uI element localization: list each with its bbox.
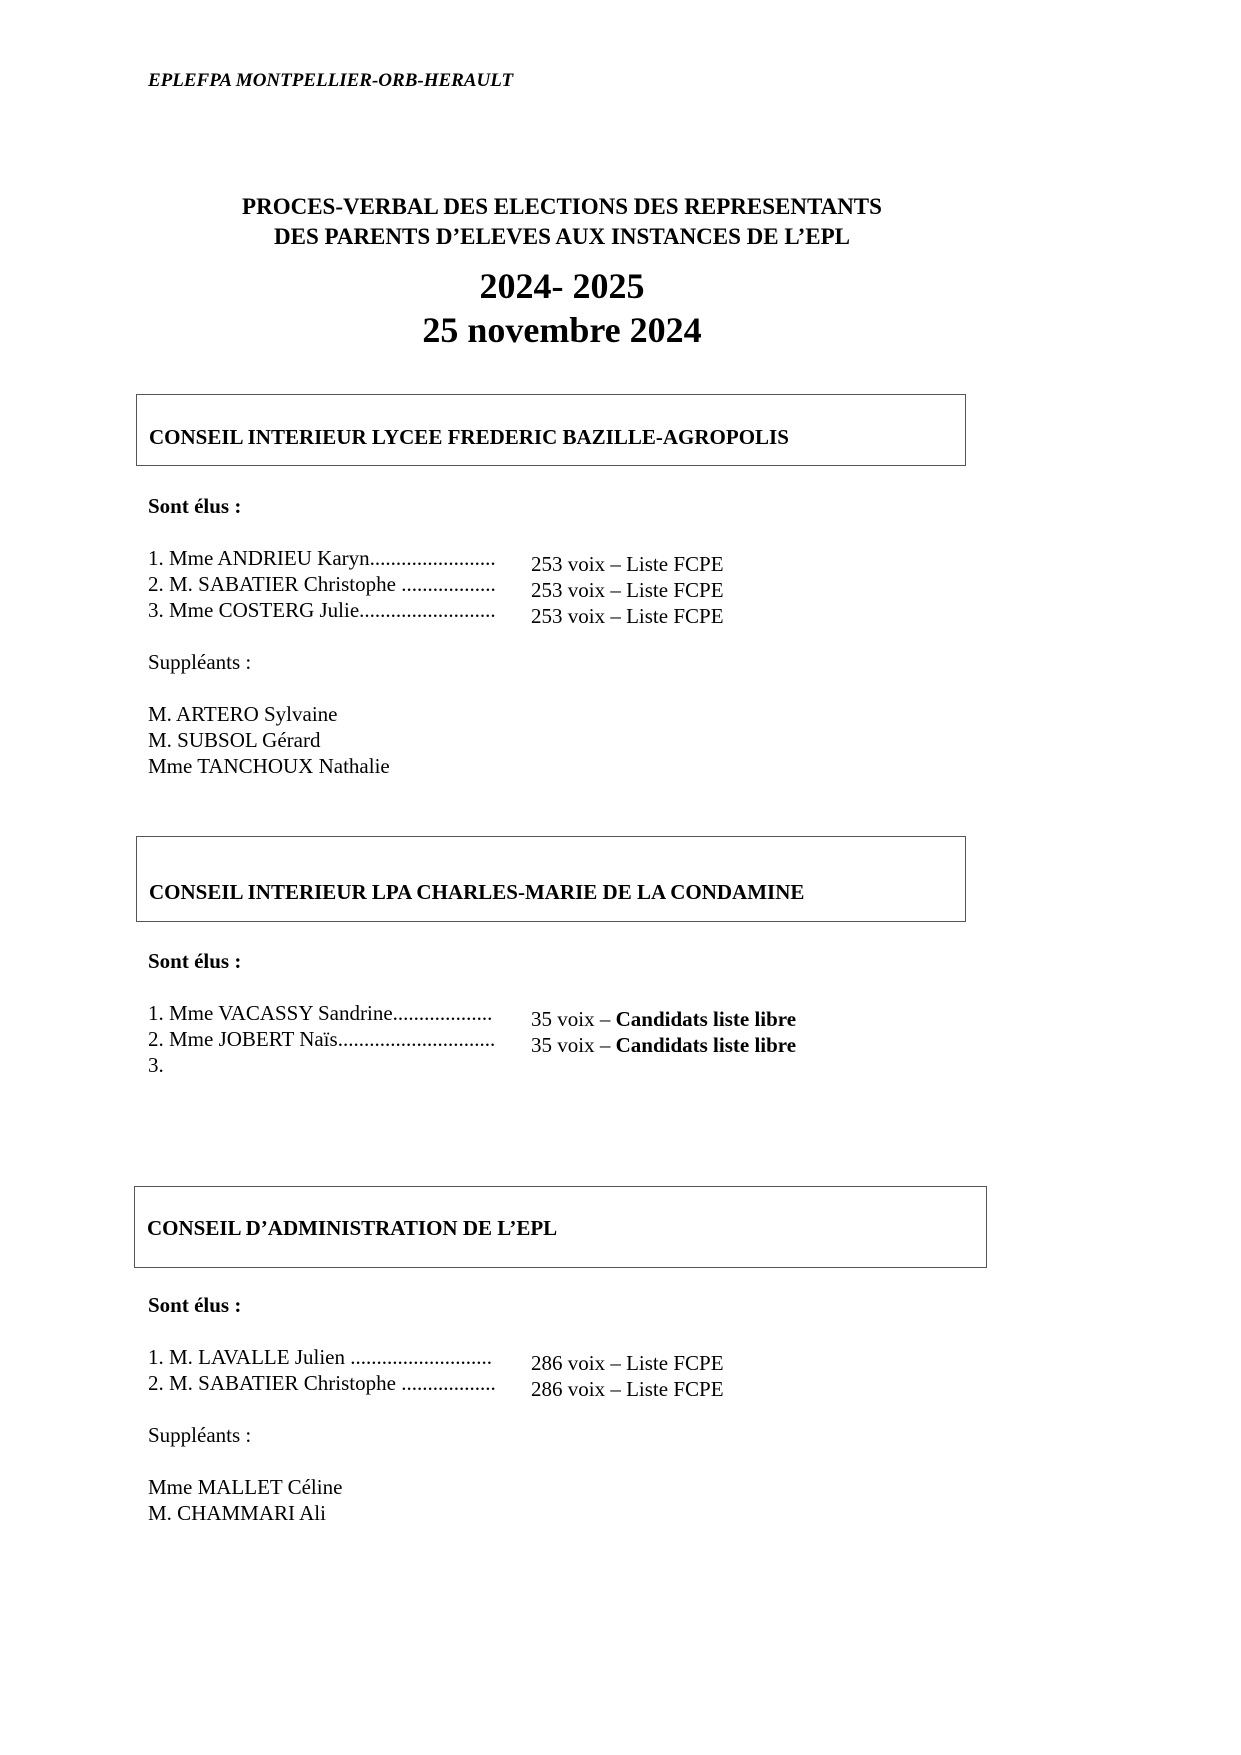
leader-dots: .............................. <box>337 1027 496 1051</box>
candidate-name: 1. Mme VACASSY Sandrine <box>148 1001 393 1025</box>
section-box-2 <box>136 836 966 922</box>
vote-result: 286 voix – Liste FCPE <box>531 1377 724 1401</box>
vote-result: 253 voix – Liste FCPE <box>531 552 724 576</box>
candidate-name: 1. Mme ANDRIEU Karyn <box>148 546 370 570</box>
substitute-name: Mme MALLET Céline <box>148 1475 343 1499</box>
vote-result: 253 voix – Liste FCPE <box>531 578 724 602</box>
elected-row <box>148 1344 724 1375</box>
vote-result: 35 voix – <box>531 1007 616 1031</box>
election-date: 25 novembre 2024 <box>422 310 702 350</box>
vote-result: 253 voix – Liste FCPE <box>531 604 724 628</box>
list-name: Candidats liste libre <box>615 1033 797 1057</box>
leader-dots: ........................ <box>369 546 496 570</box>
elected-label: Sont élus : <box>148 494 242 518</box>
elected-row <box>148 545 724 576</box>
leader-dots: .................. <box>401 1371 496 1395</box>
substitute-name: Mme TANCHOUX Nathalie <box>148 754 390 778</box>
section-title-2: CONSEIL INTERIEUR LPA CHARLES-MARIE DE LA CONDAMINE <box>149 880 805 904</box>
vote-result: 35 voix – <box>531 1033 616 1057</box>
school-year: 2024- 2025 <box>479 266 645 306</box>
section-1-results <box>148 493 724 779</box>
elected-row <box>148 597 724 628</box>
substitute-name: M. ARTERO Sylvaine <box>148 702 338 726</box>
substitute-name: M. SUBSOL Gérard <box>148 728 321 752</box>
leader-dots: .......................... <box>359 598 496 622</box>
candidate-name: 3. Mme COSTERG Julie <box>148 598 360 622</box>
elected-row <box>148 1370 724 1401</box>
candidate-name: 2. M. SABATIER Christophe <box>148 572 402 596</box>
title-line-1: PROCES-VERBAL DES ELECTIONS DES REPRESENTANTS <box>242 194 882 219</box>
leader-dots: ................... <box>392 1001 493 1025</box>
list-name: Candidats liste libre <box>615 1007 797 1031</box>
candidate-name: 1. M. LAVALLE Julien <box>148 1345 351 1369</box>
elected-row <box>148 1000 797 1031</box>
candidate-name: 2. Mme JOBERT Naïs <box>148 1027 338 1051</box>
candidate-name: 2. M. SABATIER Christophe <box>148 1371 402 1395</box>
elected-label: Sont élus : <box>148 949 242 973</box>
vote-result: 286 voix – Liste FCPE <box>531 1351 724 1375</box>
title-line-2: DES PARENTS D’ELEVES AUX INSTANCES DE L’EPL <box>274 224 850 249</box>
elected-label: Sont élus : <box>148 1293 242 1317</box>
organization-name: EPLEFPA MONTPELLIER-ORB-HERAULT <box>148 70 514 91</box>
section-title-3: CONSEIL D’ADMINISTRATION DE L’EPL <box>147 1216 558 1240</box>
leader-dots: .................. <box>401 572 496 596</box>
section-title-1: CONSEIL INTERIEUR LYCEE FREDERIC BAZILLE-AGROPOLIS <box>149 425 789 449</box>
elected-row <box>148 1026 797 1057</box>
section-3-results <box>148 1292 724 1526</box>
substitutes-label: Suppléants : <box>148 650 252 674</box>
elected-row <box>148 571 724 602</box>
leader-dots: ........................... <box>350 1345 492 1369</box>
document-title <box>0 192 1124 352</box>
substitutes-label: Suppléants : <box>148 1423 252 1447</box>
substitute-name: M. CHAMMARI Ali <box>148 1501 326 1525</box>
candidate-name: 3. <box>148 1053 164 1077</box>
section-2-results <box>148 948 796 1078</box>
